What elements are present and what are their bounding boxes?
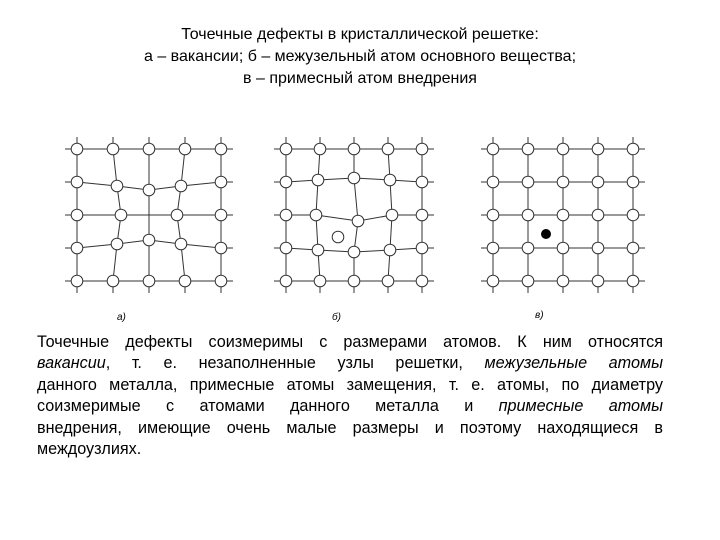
- lattice-atom: [215, 176, 227, 188]
- lattice-atom: [280, 275, 292, 287]
- lattice-atom: [215, 209, 227, 221]
- lattice-atom: [71, 275, 83, 287]
- lattice-atom: [557, 275, 569, 287]
- lattice-atom: [143, 143, 155, 155]
- interstitial-host-atom: [332, 231, 344, 243]
- lattice-atom: [384, 244, 396, 256]
- lattice-atom: [171, 209, 183, 221]
- lattice-atom: [143, 275, 155, 287]
- lattice-atom: [627, 275, 639, 287]
- lattice-atom: [522, 275, 534, 287]
- lattice-atom: [175, 180, 187, 192]
- body-paragraph: [37, 332, 663, 460]
- lattice-atom: [386, 209, 398, 221]
- lattice-atom: [143, 184, 155, 196]
- italic-term: примесные атомы: [498, 397, 664, 416]
- paragraph-line: [37, 396, 663, 417]
- lattice-atom: [416, 209, 428, 221]
- paragraph-line: [37, 375, 663, 396]
- lattice-atom: [487, 209, 499, 221]
- italic-term: вакансии: [37, 354, 106, 373]
- lattice-atom: [348, 172, 360, 184]
- lattice-atom: [348, 275, 360, 287]
- lattice-atom: [280, 176, 292, 188]
- lattice-atom: [592, 242, 604, 254]
- text-run: междоузлиях.: [37, 440, 142, 459]
- text-run: данного металла, примесные атомы замещения, т. е. атомы, по диаметру: [37, 375, 663, 394]
- lattice-atom: [522, 209, 534, 221]
- lattice-atom: [71, 176, 83, 188]
- interstitial-impurity-atom: [542, 230, 551, 239]
- lattice-atom: [348, 246, 360, 258]
- lattice-atom: [280, 242, 292, 254]
- lattice-atom: [312, 244, 324, 256]
- lattice-atom: [115, 209, 127, 221]
- lattice-atom: [179, 275, 191, 287]
- lattice-atom: [314, 275, 326, 287]
- lattice-atom: [310, 209, 322, 221]
- lattice-atom: [557, 143, 569, 155]
- lattice-atom: [487, 143, 499, 155]
- title-line-2: а – вакансии; б – межузельный атом основного вещества;: [143, 48, 577, 65]
- paragraph-line: [37, 439, 663, 460]
- lattice-atom: [382, 143, 394, 155]
- lattice-atom: [522, 242, 534, 254]
- lattice-atom: [557, 176, 569, 188]
- lattice-atom: [487, 176, 499, 188]
- lattice-atom: [592, 176, 604, 188]
- italic-term: межузельные атомы: [484, 354, 663, 373]
- lattice-diagrams-svg: [0, 120, 720, 330]
- lattice-atom: [416, 176, 428, 188]
- text-run: Точечные дефекты соизмеримы с размерами атомов. К ним относятся: [37, 333, 663, 351]
- lattice-atom: [215, 275, 227, 287]
- lattice-atom: [280, 209, 292, 221]
- lattice-atom: [557, 209, 569, 221]
- lattice-atom: [384, 174, 396, 186]
- lattice-atom: [352, 215, 364, 227]
- lattice-atom: [179, 143, 191, 155]
- text-run: внедрения, имеющие очень малые размеры и поэтому находящиеся в: [37, 418, 663, 437]
- lattice-atom: [592, 143, 604, 155]
- lattice-atom: [107, 143, 119, 155]
- lattice-atom: [71, 242, 83, 254]
- lattice-atom: [314, 143, 326, 155]
- label-b: б): [332, 312, 341, 323]
- lattice-atom: [280, 143, 292, 155]
- paragraph-line: [37, 353, 663, 374]
- lattice-atom: [522, 176, 534, 188]
- lattice-atom: [416, 275, 428, 287]
- lattice-atom: [312, 174, 324, 186]
- text-run: , т. е. незаполненные узлы решетки,: [105, 354, 485, 373]
- lattice-atom: [215, 143, 227, 155]
- lattice-atom: [175, 238, 187, 250]
- lattice-atom: [592, 275, 604, 287]
- paragraph-line: [37, 418, 663, 439]
- lattice-atom: [627, 176, 639, 188]
- lattice-atom: [522, 143, 534, 155]
- label-a: а): [117, 312, 126, 323]
- lattice-figures: [0, 120, 720, 330]
- lattice-atom: [627, 242, 639, 254]
- lattice-atom: [111, 238, 123, 250]
- lattice-atom: [627, 143, 639, 155]
- lattice-atom: [143, 234, 155, 246]
- lattice-atom: [382, 275, 394, 287]
- lattice-atom: [71, 209, 83, 221]
- figure-title: [0, 24, 720, 90]
- text-run: соизмеримые с атомами данного металла и: [37, 397, 499, 416]
- lattice-atom: [348, 143, 360, 155]
- lattice-atom: [487, 275, 499, 287]
- lattice-atom: [71, 143, 83, 155]
- lattice-atom: [416, 143, 428, 155]
- title-line-1: Точечные дефекты в кристаллической решетке:: [181, 26, 539, 43]
- lattice-atom: [592, 209, 604, 221]
- lattice-atom: [416, 242, 428, 254]
- paragraph-line: [37, 332, 663, 353]
- lattice-atom: [215, 242, 227, 254]
- lattice-atom: [557, 242, 569, 254]
- lattice-atom: [627, 209, 639, 221]
- title-line-3: в – примесный атом внедрения: [243, 70, 477, 87]
- lattice-atom: [107, 275, 119, 287]
- lattice-atom: [487, 242, 499, 254]
- lattice-atom: [111, 180, 123, 192]
- label-c: в): [535, 310, 544, 321]
